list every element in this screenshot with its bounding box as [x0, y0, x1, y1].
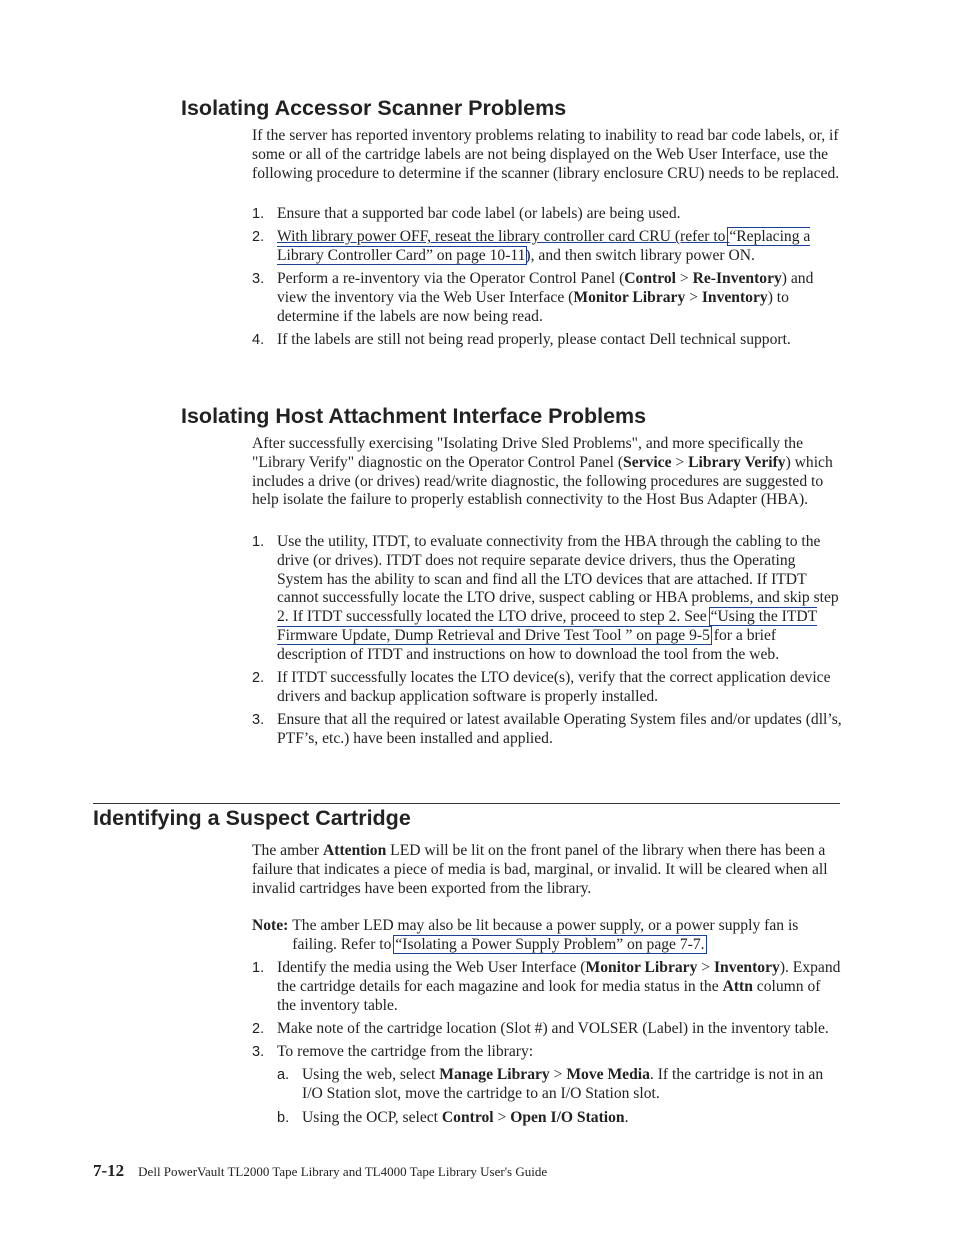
list-item: b. Using the OCP, select Control > Open I/O Station.: [277, 1108, 629, 1126]
link-power-supply-problem[interactable]: “Isolating a Power Supply Problem” on page 7-7.: [395, 935, 705, 953]
heading-host-attachment: Isolating Host Attachment Interface Problems: [181, 404, 647, 428]
note-block: Note: The amber LED may also be lit because a power supply, or a power supply fan is failing. Refer to “Isolating a Power Supply Problem” on page 7-7.: [252, 917, 799, 953]
note-label: Note:: [252, 917, 289, 934]
heading-suspect-cartridge: Identifying a Suspect Cartridge: [93, 806, 411, 830]
footer-title: Dell PowerVault TL2000 Tape Library and TL4000 Tape Library User's Guide: [138, 1164, 548, 1179]
heading-scanner-problems: Isolating Accessor Scanner Problems: [181, 96, 567, 120]
list-item: 2. Make note of the cartridge location (Slot #) and VOLSER (Label) in the inventory table.: [252, 1019, 829, 1037]
list-item: 1. Use the utility, ITDT, to evaluate connectivity from the HBA through the cabling to the drive (or drives). ITDT does not require separate device drivers, thus the Operating System has the ability to scan and find all the LTO devices that are attached. If ITDT cannot successfully locate the LTO drive, suspect cabling or HBA problems, and skip step 2. If ITDT successfully located the LTO drive, proceed to step 2. See “Using the ITDT Firmware Update, Dump Retrieval and Drive Test Tool ” on page 9-5 for a brief description of ITDT and instructions on how to download the tool from the web.: [252, 533, 839, 663]
list-item: 1. Ensure that a supported bar code label (or labels) are being used.: [252, 205, 681, 222]
page-number: 7-12: [93, 1161, 125, 1180]
removal-substeps: [277, 1066, 842, 1127]
cartridge-steps: [252, 959, 842, 1132]
list-item: a. Using the web, select Manage Library > Move Media. If the cartridge is not in an I/O Station slot, move the cartridge to an I/O Station slot.: [277, 1066, 824, 1103]
list-item: 3. Perform a re-inventory via the Operator Control Panel (Control > Re-Inventory) and view the inventory via the Web User Interface (Monitor Library > Inventory) to determine if the labels are now being read.: [252, 270, 814, 325]
list-item: 3. Ensure that all the required or latest available Operating System files and/or updates (dll’s, PTF’s, etc.) have been installed and applied.: [252, 711, 842, 747]
link-replacing-controller-card[interactable]: “Replacing a Library Controller Card” on page 10-11: [277, 228, 811, 265]
list-item: 1. Identify the media using the Web User Interface (Monitor Library > Inventory). Expand the cartridge details for each magazine and look for media status in the Attn column of the inventory table.: [252, 959, 841, 1014]
page-footer: [93, 1161, 547, 1181]
list-item: 2. With library power OFF, reseat the library controller card CRU (refer to “Replacing a Library Controller Card” on page 10-11), and then switch library power ON.: [252, 228, 811, 265]
list-item: 4. If the labels are still not being read properly, please contact Dell technical support.: [252, 331, 791, 349]
host-steps: [252, 533, 842, 753]
list-item: 3. To remove the cartridge from the library: a. Using the web, select Manage Library > Move Media. If the cartridge is not in an I/O Station slot, move the cartridge to an I/O Station slot. b. Using the OCP, select Control > Open I/O Station.: [252, 1043, 842, 1127]
cartridge-intro: The amber Attention LED will be lit on the front panel of the library when there has been a failure that indicates a piece of media is bad, marginal, or invalid. It will be cleared when all invalid cartridges have been exported from the library.: [252, 842, 828, 897]
host-intro: After successfully exercising "Isolating Drive Sled Problems", and more specifically the "Library Verify" diagnostic on the Operator Control Panel (Service > Library Verify) which includes a drive (or drives) read/write diagnostic, the following procedures are suggested to help isolate the failure to properly establish connectivity to the Host Bus Adapter (HBA).: [252, 435, 833, 509]
link-itdt-firmware-tool[interactable]: “Using the ITDT Firmware Update, Dump Retrieval and Drive Test Tool ” on page 9-5: [277, 608, 818, 644]
scanner-steps: [252, 205, 842, 355]
list-item: 2. If ITDT successfully locates the LTO device(s), verify that the correct application device drivers and backup application software is properly installed.: [252, 669, 831, 705]
scanner-intro: If the server has reported inventory problems relating to inability to read bar code labels, or, if some or all of the cartridge labels are not being displayed on the Web User Interface, use the following procedure to determine if the scanner (library enclosure CRU) needs to be replaced.: [252, 127, 840, 182]
section-divider: [93, 803, 840, 804]
